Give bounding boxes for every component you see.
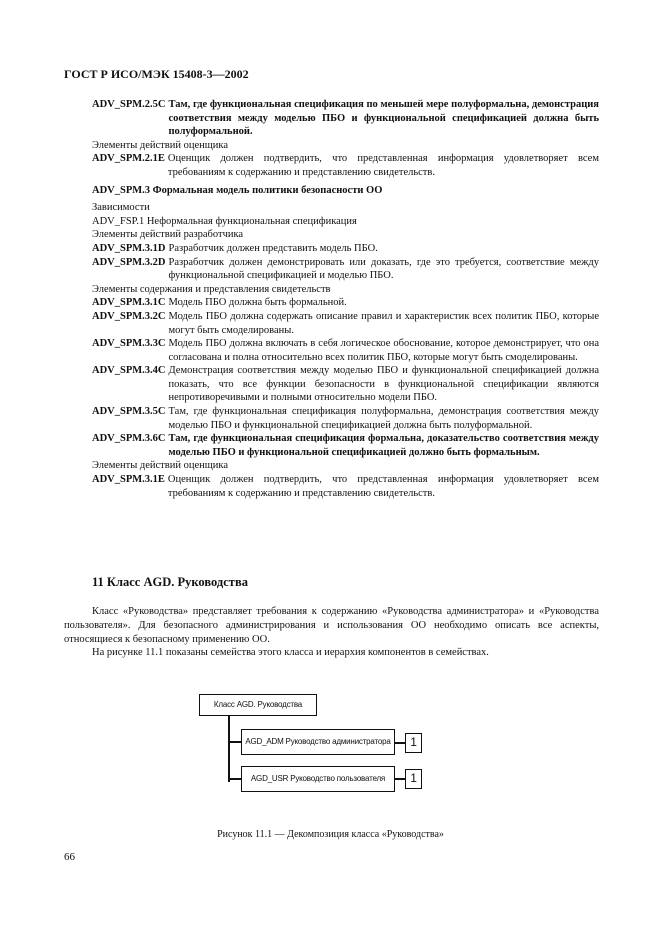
element-text: Там, где функциональная спецификация полуформальна, демонстрация соответствия между моделью ПБО и функциональной спецификацией должна быть полуформальной. (168, 406, 599, 431)
element-code: ADV_SPM.3.4C (92, 365, 166, 377)
developer-label: Элементы действий разработчика (92, 229, 244, 241)
content-label: Элементы содержания и представления свидетельств (92, 283, 331, 295)
page-number: 66 (64, 851, 75, 863)
element-code: ADV_SPM.3.1D (92, 242, 166, 254)
element-adv-spm-3-2c (92, 310, 599, 337)
family-box-agd-usr: AGD_USR Руководство пользователя (241, 766, 395, 792)
component-count-box: 1 (405, 769, 422, 789)
connector-vertical (228, 716, 230, 782)
element-adv-spm-3-2d (92, 256, 599, 283)
element-code: ADV_SPM.3.3C (92, 338, 166, 350)
element-text: Модель ПБО должна включать в себя логическое обоснование, которое демонстрирует, что она согласована и полна относительно всех политик ПБО, которые могут быть смоделированы. (168, 338, 599, 363)
evaluator-label: Элементы действий оценщика (92, 460, 229, 472)
element-code: ADV_SPM.3.1E (92, 474, 165, 486)
element-adv-spm-2-5c (92, 98, 599, 139)
element-text: Модель ПБО должна быть формальной. (168, 297, 347, 309)
element-adv-spm-3-4c (92, 364, 599, 405)
connector-usr-components (395, 778, 405, 780)
element-text: Демонстрация соответствия между моделью ПБО и функциональной спецификацией должна показать, что все функции безопасности в функциональной спецификации являются непротиворечивыми и полными относительно модели ПБО. (168, 365, 599, 404)
element-code: ADV_SPM.3.2D (92, 256, 166, 268)
element-adv-spm-3-5c (92, 405, 599, 432)
requirements-block (92, 98, 599, 500)
element-text: Разработчик должен демонстрировать или доказать, где это требуется, соответствие между функциональной спецификацией и моделью ПБО. (168, 256, 599, 282)
document-header: ГОСТ Р ИСО/МЭК 15408-3—2002 (64, 67, 249, 81)
element-text: Там, где функциональная спецификация формальна, доказательство соответствия между моделью ПБО и функциональной спецификацией должно быть формальным. (168, 433, 599, 458)
element-adv-spm-2-1e (92, 152, 599, 179)
element-adv-spm-3-6c (92, 432, 599, 459)
element-text: Разработчик должен представить модель ПБО. (168, 242, 378, 254)
element-code: ADV_SPM.3.6C (92, 433, 166, 445)
dependencies-label: Зависимости (92, 202, 150, 214)
component-count-box: 1 (405, 733, 422, 753)
section-paragraph: Класс «Руководства» представляет требования к содержанию «Руководства администратора» и «Руководства пользователя». Для безопасного администрирования и использования ОО необходимо описать все аспекты, относящиеся к безопасному применению ОО. (64, 606, 599, 645)
dependency: ADV_FSP.1 Неформальная функциональная спецификация (92, 215, 357, 227)
connector-adm-components (395, 742, 405, 744)
section-paragraph: На рисунке 11.1 показаны семейства этого класса и иерархия компонентов в семействах. (92, 647, 489, 658)
evaluator-label: Элементы действий оценщика (92, 139, 229, 151)
element-text: Оценщик должен подтвердить, что представленная информация удовлетворяет всем требованиям к содержанию и представлению свидетельств. (167, 474, 599, 499)
element-adv-spm-3-1d (92, 242, 599, 256)
element-code: ADV_SPM.3.2C (92, 310, 166, 322)
element-text: Там, где функциональная спецификация по меньшей мере полуформальна, демонстрация соответствия между моделью ПБО и функциональной спецификацией должна быть полуформальной. (168, 99, 599, 138)
figure-caption: Рисунок 11.1 — Декомпозиция класса «Руководства» (217, 829, 444, 840)
element-adv-spm-3-1c (92, 296, 599, 310)
element-code: ADV_SPM.2.1E (92, 153, 165, 165)
element-code: ADV_SPM.2.5C (92, 99, 166, 110)
class-box: Класс AGD. Руководства (199, 694, 317, 716)
element-code: ADV_SPM.3.5C (92, 406, 166, 418)
connector-adm (228, 741, 241, 743)
element-adv-spm-3-1e (92, 473, 599, 500)
element-code: ADV_SPM.3.1C (92, 297, 166, 309)
section-title: 11 Класс AGD. Руководства (92, 575, 248, 589)
element-text: Оценщик должен подтвердить, что представленная информация удовлетворяет всем требованиям к содержанию и представлению свидетельств. (167, 153, 599, 178)
component-heading: ADV_SPM.3 Формальная модель политики безопасности ОО (92, 184, 383, 196)
element-adv-spm-3-3c (92, 337, 599, 364)
element-text: Модель ПБО должна содержать описание правил и характеристик всех политик ПБО, которые могут быть смоделированы. (168, 310, 599, 336)
family-box-agd-adm: AGD_ADM Руководство администратора (241, 729, 395, 755)
connector-usr (228, 778, 241, 780)
